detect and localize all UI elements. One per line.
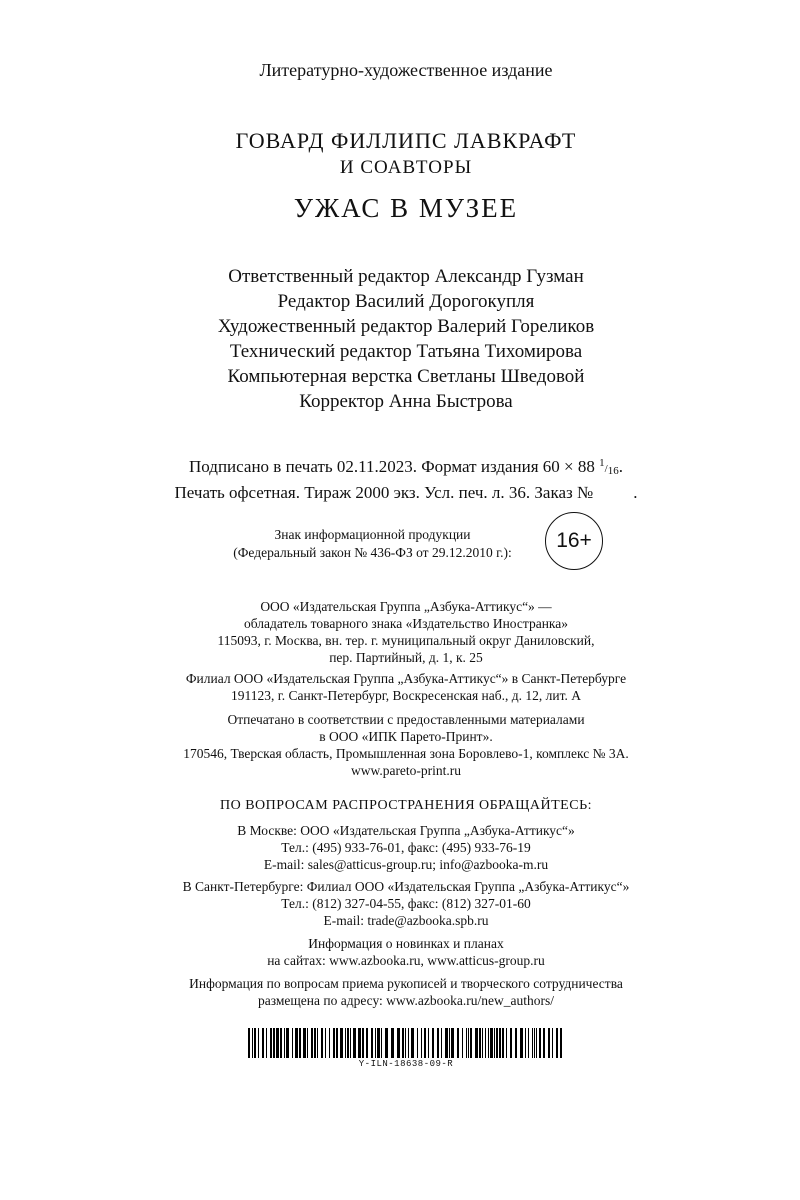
barcode-bar xyxy=(397,1028,400,1058)
barcode-bar xyxy=(266,1028,267,1058)
credit-line: Ответственный редактор Александр Гузман xyxy=(228,266,584,287)
barcode-bar xyxy=(466,1028,467,1058)
barcode-bar xyxy=(321,1028,323,1058)
barcode-bar xyxy=(377,1028,380,1058)
barcode-bar xyxy=(536,1028,537,1058)
barcode-bar xyxy=(470,1028,472,1058)
barcode-bar xyxy=(468,1028,469,1058)
barcode-bar xyxy=(525,1028,526,1058)
barcode-bar xyxy=(421,1028,422,1058)
barcode-bar xyxy=(248,1028,250,1058)
barcode-bar xyxy=(441,1028,442,1058)
coauthors-label: И СОАВТОРЫ xyxy=(339,157,473,178)
barcode-bar xyxy=(366,1028,368,1058)
barcode-bar xyxy=(506,1028,507,1058)
barcode-bar xyxy=(462,1028,463,1058)
barcode-bar xyxy=(543,1028,545,1058)
barcode-bar xyxy=(437,1028,439,1058)
barcode-bar xyxy=(539,1028,541,1058)
barcode-bar xyxy=(494,1028,495,1058)
barcode-bar xyxy=(532,1028,533,1058)
barcode-bar xyxy=(490,1028,493,1058)
barcode-bar xyxy=(451,1028,454,1058)
barcode-bar xyxy=(262,1028,264,1058)
barcode-code: Y-ILN-18638-09-R xyxy=(358,1059,454,1069)
barcode-bar xyxy=(371,1028,373,1058)
barcode-bar xyxy=(314,1028,316,1058)
barcode-bar xyxy=(502,1028,504,1058)
manuscripts-info: Информация по вопросам приема рукописей и творческого сотрудничества размещена по адресу: www.azbooka.ru/new_authors/ xyxy=(189,976,623,1008)
credit-line: Корректор Анна Быстрова xyxy=(299,391,513,412)
barcode-image xyxy=(248,1028,562,1058)
barcode-bar xyxy=(276,1028,279,1058)
barcode-bar xyxy=(362,1028,364,1058)
barcode-bar xyxy=(381,1028,382,1058)
barcode-bar xyxy=(340,1028,343,1058)
spb-contacts: В Санкт-Петербурге: Филиал ООО «Издательская Группа „Азбука-Аттикус“» Тел.: (812) 327-04-55, факс: (812) 327-01-60 E-mail: trade@azbooka.spb.ru xyxy=(182,879,630,928)
barcode-bar xyxy=(548,1028,550,1058)
credit-line: Компьютерная верстка Светланы Шведовой xyxy=(227,366,585,387)
author-name: ГОВАРД ФИЛЛИПС ЛАВКРАФТ xyxy=(235,128,577,153)
barcode-bar xyxy=(270,1028,272,1058)
print-info-line-1: Подписано в печать 02.11.2023. Формат издания 60 × 88 1/16. xyxy=(189,457,623,477)
branch-block: Филиал ООО «Издательская Группа „Азбука-Аттикус“» в Санкт-Петербурге 191123, г. Санкт-Петербург, Воскресенская наб., д. 12, лит. А xyxy=(185,671,627,703)
barcode-bar xyxy=(402,1028,404,1058)
barcode-bar xyxy=(258,1028,259,1058)
barcode-bar xyxy=(488,1028,489,1058)
barcode-bar xyxy=(424,1028,426,1058)
barcode-bar xyxy=(534,1028,535,1058)
format-fraction: 1/16 xyxy=(599,457,619,477)
barcode-bar xyxy=(520,1028,523,1058)
barcode-bar xyxy=(445,1028,448,1058)
credit-line: Технический редактор Татьяна Тихомирова xyxy=(229,341,583,362)
barcode-bar xyxy=(325,1028,326,1058)
barcode-bar xyxy=(333,1028,335,1058)
barcode-bar xyxy=(411,1028,414,1058)
news-info: Информация о новинках и планах на сайтах: www.azbooka.ru, www.atticus-group.ru xyxy=(267,936,545,968)
barcode-bar xyxy=(479,1028,481,1058)
printer-block: Отпечатано в соответствии с предоставленными материалами в ООО «ИПК Парето-Принт». 170546, Тверская область, Промышленная зона Боровлево-1, комплекс № 3А. www.pareto-print.ru xyxy=(183,712,629,778)
distribution-heading: ПО ВОПРОСАМ РАСПРОСТРАНЕНИЯ ОБРАЩАЙТЕСЬ: xyxy=(220,798,592,813)
barcode-bar xyxy=(405,1028,406,1058)
barcode-bar xyxy=(280,1028,282,1058)
barcode-bar xyxy=(449,1028,450,1058)
barcode-bar xyxy=(515,1028,517,1058)
barcode-bar xyxy=(307,1028,308,1058)
barcode-bar xyxy=(428,1028,429,1058)
barcode-bar xyxy=(408,1028,409,1058)
credit-line: Художественный редактор Валерий Гореликов xyxy=(217,316,595,337)
barcode-bar xyxy=(552,1028,553,1058)
print-info xyxy=(0,452,800,504)
barcode-bar xyxy=(299,1028,301,1058)
barcode-bar xyxy=(295,1028,298,1058)
barcode-bar xyxy=(286,1028,289,1058)
print-info-line-2: Печать офсетная. Тираж 2000 экз. Усл. печ. л. 36. Заказ № . xyxy=(174,483,638,502)
barcode-bar xyxy=(317,1028,318,1058)
barcode-bar xyxy=(485,1028,486,1058)
barcode-bar xyxy=(292,1028,293,1058)
barcode-bar xyxy=(499,1028,501,1058)
barcode-bar xyxy=(385,1028,388,1058)
barcode-bar xyxy=(358,1028,361,1058)
barcode-bar xyxy=(496,1028,498,1058)
barcode-bar xyxy=(556,1028,558,1058)
barcode-bar xyxy=(457,1028,459,1058)
barcode-bar xyxy=(273,1028,275,1058)
barcode-bar xyxy=(345,1028,346,1058)
barcode-bar xyxy=(350,1028,351,1058)
barcode-bar xyxy=(284,1028,285,1058)
barcode-bar xyxy=(482,1028,483,1058)
barcode-bar xyxy=(391,1028,394,1058)
barcode-bar xyxy=(510,1028,512,1058)
barcode-bar xyxy=(353,1028,356,1058)
barcode-bar xyxy=(311,1028,313,1058)
moscow-contacts: В Москве: ООО «Издательская Группа „Азбука-Аттикус“» Тел.: (495) 933-76-01, факс: (495) 933-76-19 E-mail: sales@atticus-group.ru; info@azbooka-m.ru xyxy=(237,823,575,872)
genre-label: Литературно-художественное издание xyxy=(259,60,553,80)
barcode-bar xyxy=(252,1028,253,1058)
age-rating-badge: 16+ xyxy=(545,512,603,570)
barcode-bar xyxy=(347,1028,349,1058)
barcode-bar xyxy=(329,1028,330,1058)
info-product-label: Знак информационной продукции (Федеральный закон № 436-ФЗ от 29.12.2010 г.): xyxy=(233,527,512,560)
credits-list xyxy=(0,264,800,414)
publisher-block: ООО «Издательская Группа „Азбука-Аттикус“» — обладатель товарного знака «Издательство Иностранка» 115093, г. Москва, вн. тер. г. муниципальный округ Даниловский, пер. Партийный, д. 1, к. 25 xyxy=(217,599,595,665)
barcode-bar xyxy=(528,1028,529,1058)
barcode-bar xyxy=(375,1028,376,1058)
barcode-bar xyxy=(432,1028,434,1058)
barcode-bar xyxy=(254,1028,256,1058)
barcode-bar xyxy=(560,1028,562,1058)
barcode-bar xyxy=(475,1028,478,1058)
barcode-bar xyxy=(417,1028,418,1058)
barcode-bar xyxy=(303,1028,306,1058)
book-title: УЖАС В МУЗЕЕ xyxy=(293,193,519,223)
credit-line: Редактор Василий Дорогокупля xyxy=(277,291,535,312)
barcode-bar xyxy=(336,1028,338,1058)
